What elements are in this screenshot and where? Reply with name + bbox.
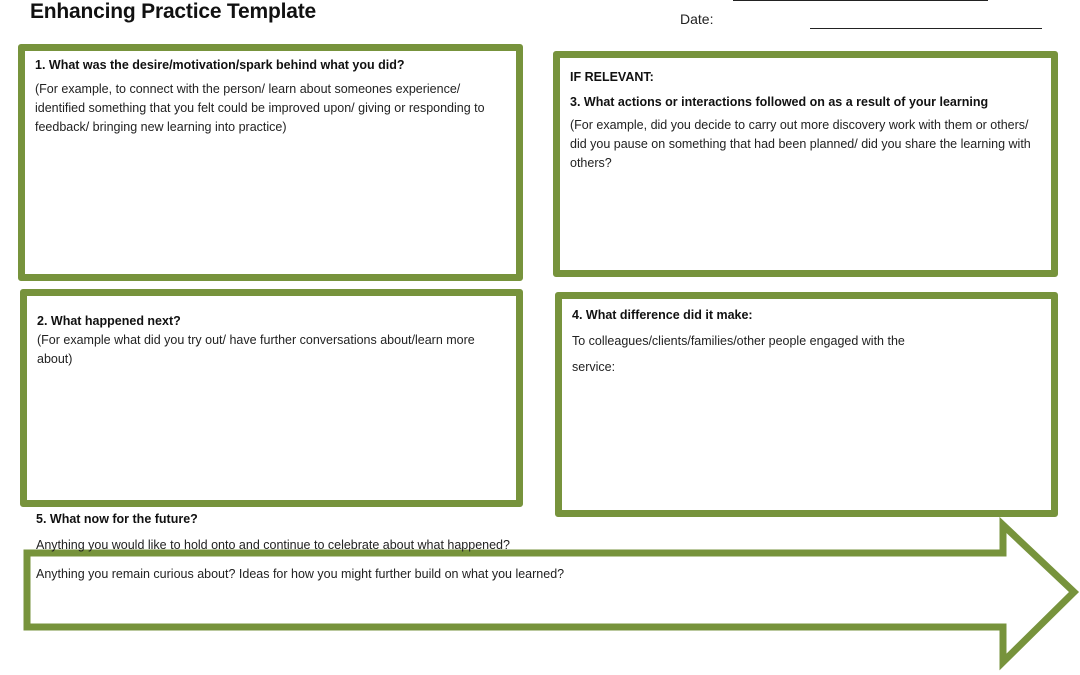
section-3-question: 3. What actions or interactions followed on as a result of your learning — [570, 95, 989, 109]
section-2-question: 2. What happened next? — [37, 314, 181, 328]
section-1-prompt: (For example, to connect with the person/ learn about someones experience/ identified something that you felt could be improved upon/ giving or responding to feedback/ bringing new learning into practice) — [35, 82, 485, 134]
section-3-if-relevant: IF RELEVANT: — [570, 70, 654, 84]
section-5-question: 5. What now for the future? — [36, 512, 198, 526]
section-4-prompt-line2: service: — [572, 360, 616, 374]
date-label: Date: — [680, 11, 714, 27]
section-1-question: 1. What was the desire/motivation/spark behind what you did? — [35, 58, 405, 72]
page-title: Enhancing Practice Template — [30, 0, 316, 23]
section-3-prompt: (For example, did you decide to carry out more discovery work with them or others/ did you pause on something that had been planned/ did you share the learning with others? — [570, 118, 1031, 170]
section-5-prompt-celebrate: Anything you would like to hold onto and continue to celebrate about what happened? — [36, 538, 510, 552]
section-5-prompt-curious: Anything you remain curious about? Ideas for how you might further build on what you learned? — [36, 567, 565, 581]
section-4-question: 4. What difference did it make: — [572, 308, 753, 322]
section-4-prompt-line1: To colleagues/clients/families/other people engaged with the — [572, 334, 905, 348]
section-2-prompt: (For example what did you try out/ have further conversations about/learn more about) — [37, 333, 475, 366]
